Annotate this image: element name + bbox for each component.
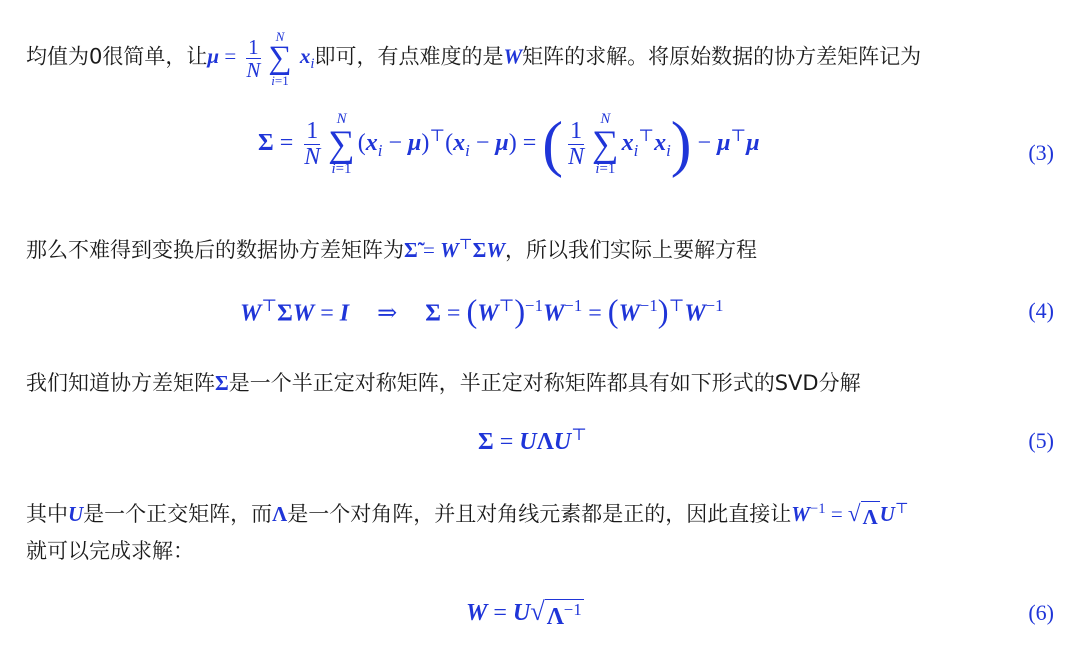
paragraph-orthogonal (26, 494, 909, 532)
math-U: U (68, 502, 84, 527)
math-W: W (503, 44, 523, 69)
paragraph-svd (26, 368, 861, 398)
math-sigma: Σ (215, 371, 229, 395)
equation-number-5: (5) (1028, 428, 1054, 453)
math-W-inverse: $W^{-1}$ = √ Λ U⊤ (791, 502, 908, 526)
equation-3: Σ = $\frac{1}{N}$ N ∑ i=1 $(x_i - \mu)^⊤(x_i - \mu)$ = ( $\frac{1}{N}$ N ∑ i=1 $x_i^⊤x_i) - \mu^⊤\mu$ (258, 109, 760, 179)
equation-number-4: (4) (1028, 298, 1054, 323)
equation-6: W = U √ $\Lambda^{-1}$ (466, 596, 582, 631)
equation-number-6: (6) (1028, 600, 1054, 625)
math-sigma-tilde: Σ̃ = W⊤ΣW (404, 237, 506, 263)
text-segment: 我们知道协方差矩阵 (26, 371, 215, 395)
text-segment: 那么不难得到变换后的数据协方差矩阵为 (26, 238, 404, 263)
text-segment: 即可，有点难度的是 (314, 44, 504, 69)
text-segment: 是一个半正定对称矩阵，半正定对称矩阵都具有如下形式的SVD分解 (228, 371, 861, 395)
text-segment: 是一个正交矩阵，而 (83, 502, 273, 527)
text-segment: 其中 (26, 502, 68, 527)
paragraph-mean (26, 30, 921, 87)
text-segment: ，所以我们实际上要解方程 (505, 238, 758, 263)
text-segment: 矩阵的求解。将原始数据的协方差矩阵记为 (522, 44, 922, 69)
equation-number-3: (3) (1028, 140, 1054, 165)
math-lambda: Λ (272, 502, 288, 527)
text-segment: 就可以完成求解： (26, 539, 194, 563)
equation-5: Σ = UΛU⊤ (478, 425, 587, 456)
equation-4: W⊤ΣW = I ⇒ $\Sigma = (W^⊤)^{-1}W^{-1} = (W^{-1})^⊤W^{-1}$ (240, 294, 724, 330)
text-segment: 是一个对角阵，并且对角线元素都是正的，因此直接让 (287, 502, 792, 527)
text-segment: 均值为0很简单，让 (26, 44, 208, 69)
paragraph-transformed-cov (26, 230, 757, 265)
math-mu-def: μ = $\frac{1}{N}$ N ∑ i=1 $x_i$ (207, 29, 315, 88)
paragraph-conclusion (26, 536, 194, 566)
